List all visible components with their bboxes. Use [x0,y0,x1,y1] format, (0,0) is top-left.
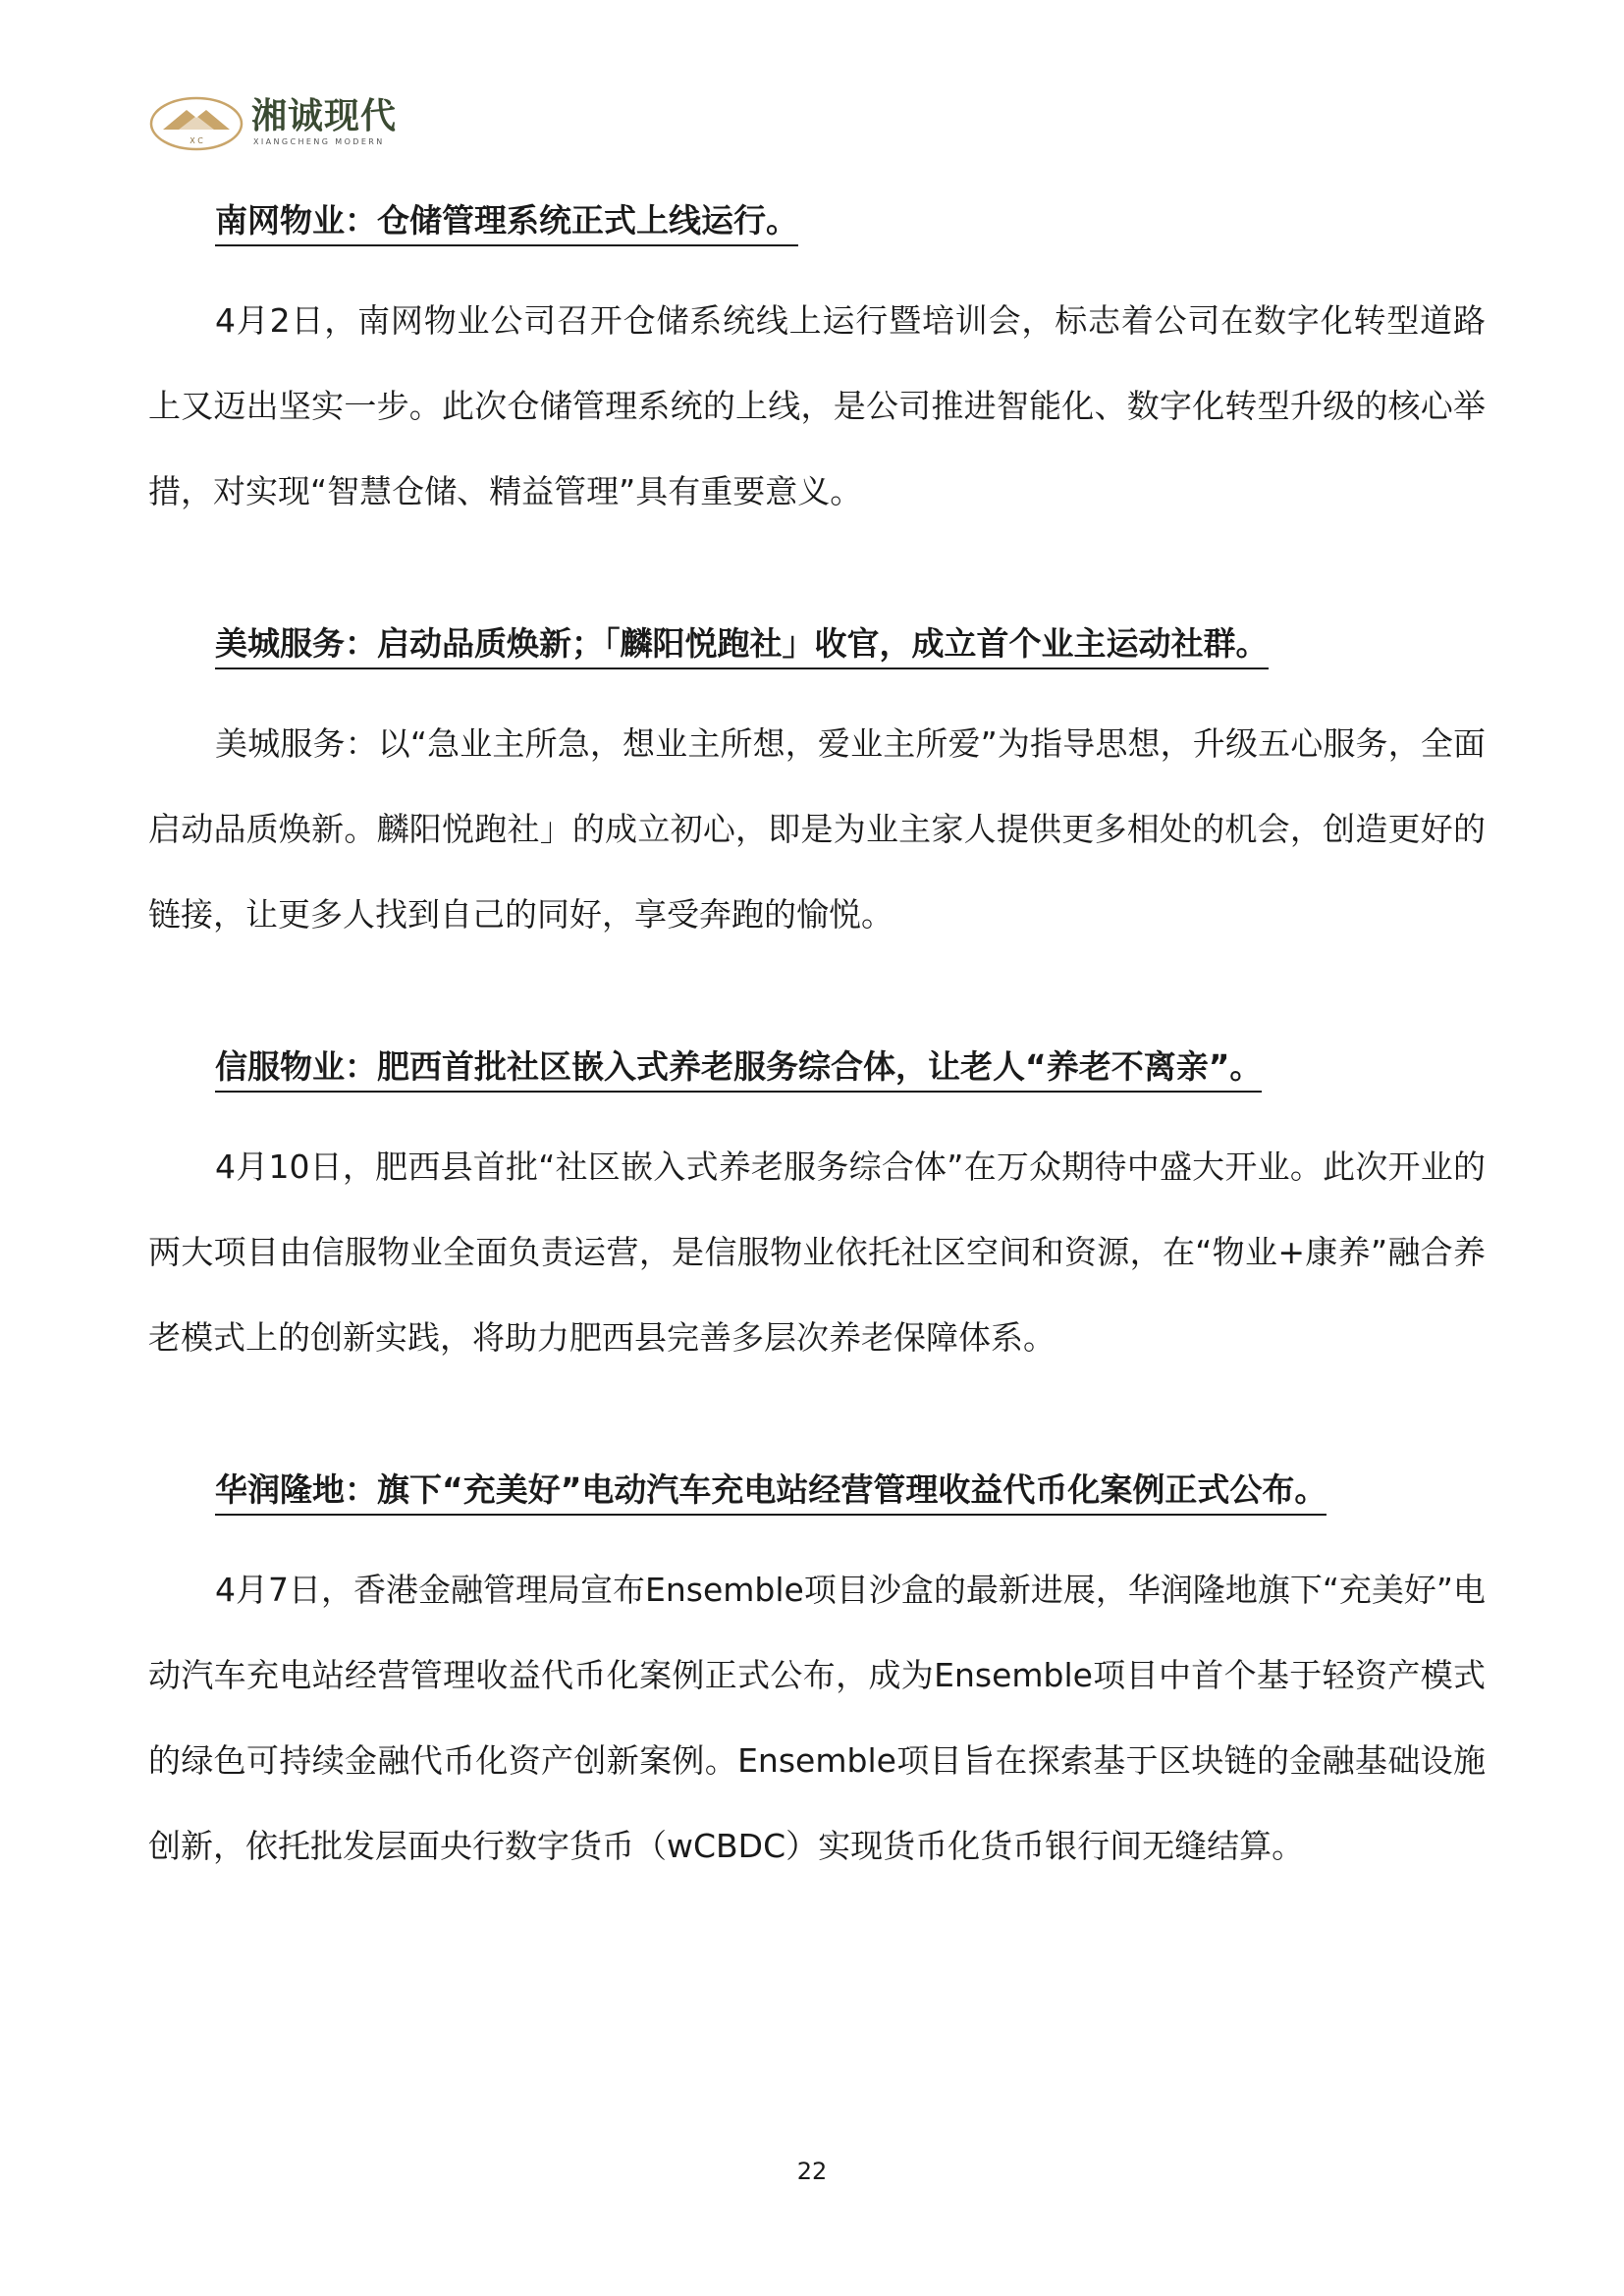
section-body: 4月10日，肥西县首批“社区嵌入式养老服务综合体”在万众期待中盛大开业。此次开业的两大项目由信服物业全面负责运营，是信服物业依托社区空间和资源，在“物业+康养”融合养老模式上的创新实践，将助力肥西县完善多层次养老保障体系。 [148,1148,1486,1357]
news-section-nanwang [148,201,1486,534]
company-header [149,94,424,153]
news-section-xinfu [148,1047,1486,1380]
section-body: 美城服务：以“急业主所急，想业主所想，爱业主所爱”为指导思想，升级五心服务，全面启动品质焕新。麟阳悦跑社」的成立初心，即是为业主家人提供更多相处的机会，创造更好的链接，让更多人找到自己的同好，享受奔跑的愉悦。 [148,724,1486,934]
section-body: 4月2日，南网物业公司召开仓储系统线上运行暨培训会，标志着公司在数字化转型道路上又迈出坚实一步。此次仓储管理系统的上线，是公司推进智能化、数字化转型升级的核心举措，对实现“智慧仓储、精益管理”具有重要意义。 [148,301,1486,510]
section-heading: 华润隆地：旗下“充美好”电动汽车充电站经营管理收益代币化案例正式公布。 [215,1470,1326,1516]
news-section-huarun [148,1470,1486,1889]
company-logo-icon [149,94,244,153]
section-body: 4月7日，香港金融管理局宣布Ensemble项目沙盒的最新进展，华润隆地旗下“充美好”电动汽车充电站经营管理收益代币化案例正式公布，成为Ensemble项目中首个基于轻资产模式的绿色可持续金融代币化资产创新案例。Ensemble项目旨在探索基于区块链的金融基础设施创新，依托批发层面央行数字货币（wCBDC）实现货币化货币银行间无缝结算。 [148,1571,1487,1865]
section-heading: 信服物业：肥西首批社区嵌入式养老服务综合体，让老人“养老不离亲”。 [215,1047,1262,1093]
news-content [148,201,1486,1979]
company-name: 湘诚现代 [251,96,398,136]
logo-emblem-letters: X C [189,136,203,145]
section-heading: 南网物业：仓储管理系统正式上线运行。 [215,201,798,246]
section-heading: 美城服务：启动品质焕新；「麟阳悦跑社」收官，成立首个业主运动社群。 [215,624,1269,669]
page-number: 22 [796,2158,828,2185]
news-section-meicheng [148,624,1486,957]
company-name-english: XIANGCHENG MODERN [253,137,385,146]
